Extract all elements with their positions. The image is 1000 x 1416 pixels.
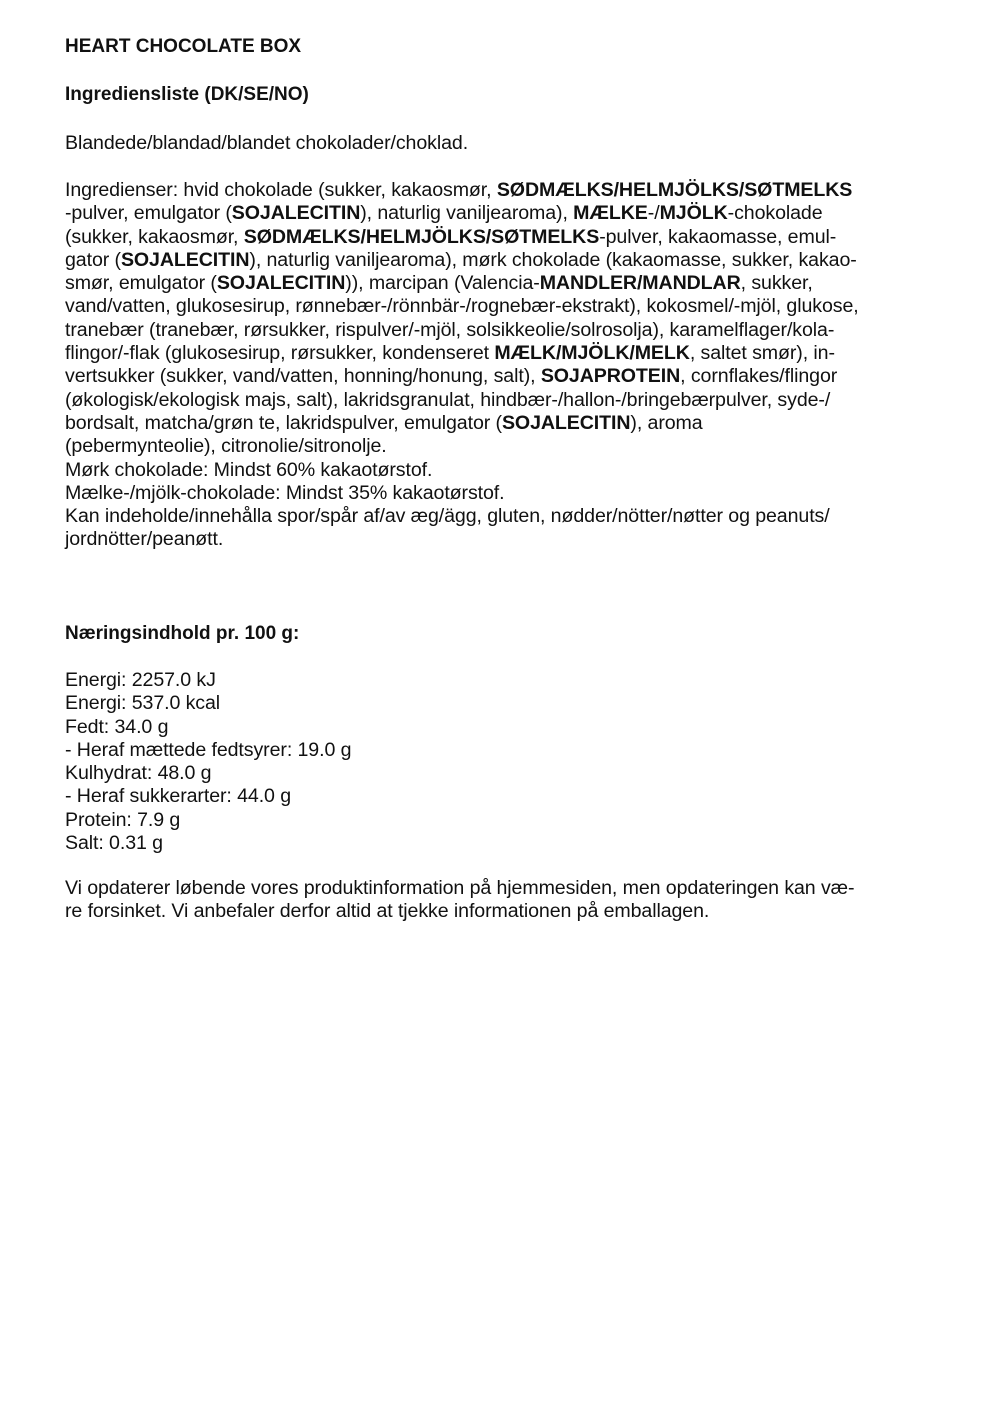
ingredient-text: jordnötter/peanøtt. xyxy=(65,528,224,551)
ingredient-text: Ingredienser: hvid chokolade (sukker, kakaosmør, xyxy=(65,179,497,201)
ingredient-text: vand/vatten, glukosesirup, rønnebær-/rönnbär-/rognebær-ekstrakt), kokosmel/-mjöl, glukose, xyxy=(65,295,859,318)
allergen-text: SOJALECITIN xyxy=(120,248,250,271)
ingredient-text: ), aroma xyxy=(630,411,703,434)
allergen-text: MANDLER/MANDLAR xyxy=(539,272,741,295)
nutrition-heading: Næringsindhold pr. 100 g: xyxy=(65,623,300,644)
allergen-text: SOJALECITIN xyxy=(216,272,346,295)
document-title: HEART CHOCOLATE BOX xyxy=(65,36,302,57)
product-type: Blandede/blandad/blandet chokolader/choklad. xyxy=(65,132,469,154)
ingredient-text: Kan indeholde/innehålla spor/spår af/av æg/ägg, gluten, nødder/nötter/nøtter og peanuts/ xyxy=(65,505,830,528)
ingredient-text: (sukker, kakaosmør, xyxy=(65,225,244,248)
nutrition-row: Kulhydrat: 48.0 g xyxy=(65,762,212,785)
allergen-text: SØDMÆLKS/HELMJÖLKS/SØTMELKS xyxy=(243,225,600,248)
nutrition-row: - Heraf mættede fedtsyrer: 19.0 g xyxy=(65,738,352,761)
ingredients-line xyxy=(65,295,859,318)
nutrition-row: Salt: 0.31 g xyxy=(65,832,163,855)
ingredients-line xyxy=(65,482,859,505)
ingredient-text: -pulver, kakaomasse, emul- xyxy=(599,225,837,248)
ingredients-line xyxy=(65,459,859,482)
allergen-text: SOJALECITIN xyxy=(501,411,631,434)
ingredient-text: flingor/-flak (glukosesirup, rørsukker, kondenseret xyxy=(65,342,495,365)
ingredients-line xyxy=(65,179,859,202)
ingredients-line xyxy=(65,365,859,388)
ingredients-line xyxy=(65,505,859,528)
ingredients-line xyxy=(65,412,859,435)
ingredient-text: Mælke-/mjölk-chokolade: Mindst 35% kakaotørstof. xyxy=(65,481,505,504)
nutrition-row: Energi: 2257.0 kJ xyxy=(65,669,216,691)
ingredient-text: , saltet smør), in- xyxy=(689,342,835,365)
ingredient-text: Mørk chokolade: Mindst 60% kakaotørstof. xyxy=(65,458,433,481)
allergen-text: MJÖLK xyxy=(659,202,728,225)
ingredient-text: (økologisk/ekologisk majs, salt), lakridsgranulat, hindbær-/hallon-/bringebærpulver, syde-/ xyxy=(65,388,831,411)
ingredient-text: ), naturlig vaniljearoma), mørk chokolade (kakaomasse, sukker, kakao- xyxy=(249,248,857,271)
ingredient-text: )), marcipan (Valencia- xyxy=(345,272,540,295)
ingredients-line xyxy=(65,319,859,342)
ingredients-line xyxy=(65,389,859,412)
allergen-text: SOJALECITIN xyxy=(231,202,361,225)
nutrition-row: Fedt: 34.0 g xyxy=(65,715,169,738)
note-line: re forsinket. Vi anbefaler derfor altid at tjekke informationen på emballagen. xyxy=(65,900,710,923)
nutrition-row: Protein: 7.9 g xyxy=(65,808,181,831)
ingredients-line xyxy=(65,435,859,458)
ingredient-text: tranebær (tranebær, rørsukker, rispulver/-mjöl, solsikkeolie/solrosolja), karamelflager/kola- xyxy=(65,318,835,341)
ingredient-text: vertsukker (sukker, vand/vatten, honning/honung, salt), xyxy=(65,365,541,388)
allergen-text: MÆLK/MJÖLK/MELK xyxy=(494,342,690,365)
allergen-text: MÆLKE xyxy=(573,202,648,225)
allergen-text: SOJAPROTEIN xyxy=(540,365,681,388)
ingredient-text: , cornflakes/flingor xyxy=(680,365,838,388)
disclaimer-note xyxy=(65,877,854,924)
ingredients-line xyxy=(65,272,859,295)
ingredients-line xyxy=(65,226,859,249)
nutrition-table xyxy=(65,669,351,855)
ingredient-text: smør, emulgator ( xyxy=(65,272,217,295)
ingredient-text: gator ( xyxy=(65,248,121,271)
ingredients-line xyxy=(65,202,859,225)
ingredient-text: -chokolade xyxy=(727,202,823,225)
ingredient-text: -/ xyxy=(647,202,660,225)
note-line: Vi opdaterer løbende vores produktinformation på hjemmesiden, men opdateringen kan væ- xyxy=(65,877,855,899)
ingredient-text: , sukker, xyxy=(740,272,813,295)
ingredient-text: (pebermynteolie), citronolie/sitronolje. xyxy=(65,435,387,458)
nutrition-row: - Heraf sukkerarter: 44.0 g xyxy=(65,785,291,808)
ingredients-list xyxy=(65,179,859,552)
ingredient-text: bordsalt, matcha/grøn te, lakridspulver, emulgator ( xyxy=(65,411,502,434)
ingredients-heading: Ingrediensliste (DK/SE/NO) xyxy=(65,84,309,105)
ingredients-line xyxy=(65,249,859,272)
ingredient-text: ), naturlig vaniljearoma), xyxy=(360,202,574,225)
ingredient-text: -pulver, emulgator ( xyxy=(65,202,232,225)
ingredients-line xyxy=(65,342,859,365)
allergen-text: SØDMÆLKS/HELMJÖLKS/SØTMELKS xyxy=(496,179,853,201)
nutrition-row: Energi: 537.0 kcal xyxy=(65,692,221,715)
ingredients-line xyxy=(65,528,859,551)
